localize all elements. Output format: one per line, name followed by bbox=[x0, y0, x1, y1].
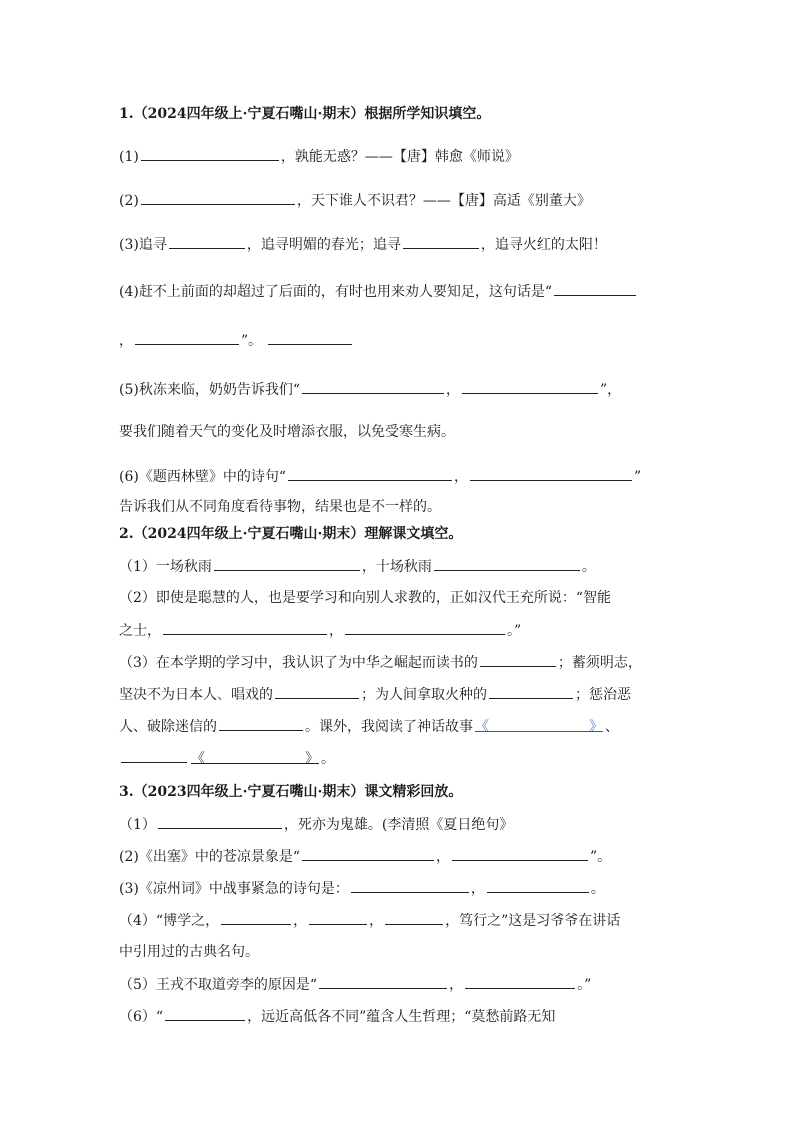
q3-blank-6a[interactable] bbox=[165, 1006, 245, 1021]
q2-item3-text-c: 坚决不为日本人 bbox=[119, 687, 217, 703]
q3-line-1 bbox=[119, 814, 513, 835]
q2-item1-text-c: 。 bbox=[581, 559, 596, 575]
q2-book-open-2: 《 bbox=[191, 751, 205, 767]
q2-item1-text-b: ，十场秋雨 bbox=[361, 559, 432, 575]
q2-line-6 bbox=[119, 716, 619, 737]
q3-item6-text-a: （6）“ bbox=[119, 1009, 164, 1025]
q1-blank-5a[interactable] bbox=[302, 379, 444, 394]
q3-line-6 bbox=[119, 974, 591, 995]
q1-item2-text: ，天下谁人不识君？——【唐】高适《别董大》 bbox=[296, 193, 591, 209]
q3-line-7 bbox=[119, 1006, 555, 1027]
q3-blank-2a[interactable] bbox=[302, 846, 434, 861]
q3-item5-text-b: ， bbox=[449, 977, 464, 993]
q1-line-2 bbox=[119, 190, 591, 211]
q1-line-8 bbox=[119, 466, 641, 487]
q1-item6-text-b: ， bbox=[454, 469, 468, 485]
q1-item6-text-c: ” bbox=[634, 469, 642, 485]
q3-item1-text: ，死亦为鬼雄。(李清照《夏日绝句》 bbox=[283, 817, 514, 833]
q2-blank-2a[interactable] bbox=[163, 620, 327, 635]
q1-blank-4c[interactable] bbox=[268, 330, 352, 345]
q1-blank-2[interactable] bbox=[141, 190, 295, 205]
q1-line-6 bbox=[119, 379, 621, 400]
q1-item3-text-c: ，追寻火红的太阳！ bbox=[480, 237, 607, 253]
q3-item4-text-c: ， bbox=[369, 913, 384, 929]
q3-line-3 bbox=[119, 878, 605, 899]
q2-blank-3c[interactable] bbox=[489, 684, 573, 699]
q1-blank-3b[interactable] bbox=[403, 234, 479, 249]
q3-blank-4c[interactable] bbox=[385, 910, 443, 925]
q2-line-5 bbox=[119, 684, 631, 705]
q3-item2-text-c: ”。 bbox=[590, 849, 612, 865]
q3-item2-text-b: ， bbox=[436, 849, 450, 865]
q3-item1-prefix: （1） bbox=[119, 817, 156, 833]
q2-item3-end: 。 bbox=[321, 751, 335, 767]
q3-line-4 bbox=[119, 910, 620, 931]
q1-item2-prefix: (2) bbox=[119, 193, 139, 209]
q2-item3-dot: 、 bbox=[217, 687, 231, 703]
q1-item1-prefix: (1) bbox=[119, 149, 139, 165]
q2-item3-text-d: 唱戏的 bbox=[231, 687, 273, 703]
q2-blank-3b[interactable] bbox=[275, 684, 359, 699]
q1-line-1 bbox=[119, 146, 519, 167]
q1-blank-3a[interactable] bbox=[169, 234, 245, 249]
q1-item5-text-b: ， bbox=[446, 382, 460, 398]
q2-line-2: （2）即使是聪慧的人，也是要学习和向别人求教的，正如汉代王充所说：“智能 bbox=[119, 590, 612, 606]
q2-blank-3g[interactable] bbox=[191, 749, 319, 767]
q2-item3-text-g: 人、破除迷信的 bbox=[119, 719, 217, 735]
q3-item3-text-b: ， bbox=[470, 881, 485, 897]
q2-line-7 bbox=[119, 748, 335, 769]
q3-item4-text-b: ， bbox=[293, 913, 308, 929]
q1-item4-text: (4)赶不上前面的却超过了后面的，有时也用来劝人要知足，这句话是“ bbox=[119, 284, 552, 300]
q1-item1-text: ，孰能无惑？——【唐】韩愈《师说》 bbox=[280, 149, 519, 165]
q3-item3-text-a: (3)《凉州词》中战事紧急的诗句是： bbox=[119, 881, 349, 897]
q1-item5-text-c: ”， bbox=[600, 382, 622, 398]
q3-blank-4b[interactable] bbox=[309, 910, 367, 925]
q2-item3-text-b: ；蓄须明志， bbox=[557, 655, 642, 671]
q2-item3-text-a: （3）在本学期的学习中，我认识了为中华之崛起而读书的 bbox=[119, 655, 478, 671]
q3-line-5: 中引用过的古典名句。 bbox=[119, 944, 259, 960]
q1-blank-4a[interactable] bbox=[554, 281, 636, 296]
q1-line-9: 告诉我们从不同角度看待事物，结果也是不一样的。 bbox=[119, 499, 441, 515]
q3-blank-3a[interactable] bbox=[351, 878, 469, 893]
q2-blank-1a[interactable] bbox=[214, 556, 360, 571]
q1-item3-text-b: ，追寻明媚的春光；追寻 bbox=[246, 237, 401, 253]
q1-blank-6b[interactable] bbox=[470, 466, 632, 481]
q2-book-close-1: 》 bbox=[589, 719, 603, 735]
q3-item4-text-a: （4）“博学之， bbox=[119, 913, 220, 929]
q2-item3-text-f: ；惩治恶 bbox=[575, 687, 631, 703]
q3-blank-5a[interactable] bbox=[319, 974, 447, 989]
q2-blank-3f[interactable] bbox=[121, 748, 187, 763]
q3-blank-4a[interactable] bbox=[221, 910, 291, 925]
q3-item4-text-d: ，笃行之”这是习爷爷在讲话 bbox=[445, 913, 621, 929]
q1-blank-4b[interactable] bbox=[135, 330, 239, 345]
q2-line-1 bbox=[119, 556, 596, 577]
q1-item5-text-a: (5)秋冻来临，奶奶告诉我们“ bbox=[119, 382, 300, 398]
q3-item5-text-a: （5）王戎不取道旁李的原因是“ bbox=[119, 977, 318, 993]
q2-item2-text-b: ， bbox=[329, 623, 343, 639]
q2-book-open-1: 《 bbox=[475, 719, 489, 735]
q2-item3-text-h: 。课外，我阅读了神话故事 bbox=[305, 719, 473, 735]
q2-blank-3e[interactable] bbox=[475, 717, 603, 735]
q1-item6-text-a: (6)《题西林壁》中的诗句“ bbox=[119, 469, 286, 485]
q2-blank-1b[interactable] bbox=[434, 556, 580, 571]
q2-blank-3a[interactable] bbox=[480, 652, 556, 667]
q3-blank-3b[interactable] bbox=[487, 878, 589, 893]
q2-item1-text-a: （1）一场秋雨 bbox=[119, 559, 212, 575]
q1-line-3 bbox=[119, 234, 607, 255]
q1-item4-comma: ， bbox=[119, 333, 133, 349]
q1-line-4 bbox=[119, 281, 638, 302]
q2-item2-text-c: 。” bbox=[507, 623, 522, 639]
q1-blank-6a[interactable] bbox=[288, 466, 452, 481]
q2-book-close-2: 》 bbox=[305, 751, 319, 767]
q1-item3-text-a: (3)追寻 bbox=[119, 237, 167, 253]
q2-line-4 bbox=[119, 652, 642, 673]
q3-title: 3.（2023四年级上·宁夏石嘴山·期末）课文精彩回放。 bbox=[119, 784, 463, 800]
q1-blank-1[interactable] bbox=[141, 146, 279, 161]
q3-item5-text-c: 。” bbox=[577, 977, 592, 993]
q3-item3-text-c: 。 bbox=[590, 881, 605, 897]
q3-item6-text-b: ，远近高低各不同”蕴含人生哲理；“莫愁前路无知 bbox=[247, 1009, 556, 1025]
q3-blank-2b[interactable] bbox=[452, 846, 588, 861]
q1-line-5 bbox=[119, 330, 354, 351]
q2-item2-text-a: 之士， bbox=[119, 623, 161, 639]
q3-line-2 bbox=[119, 846, 611, 867]
q2-item3-comma: 、 bbox=[605, 719, 619, 735]
q1-title: 1.（2024四年级上·宁夏石嘴山·期末）根据所学知识填空。 bbox=[119, 106, 491, 122]
q2-line-3 bbox=[119, 620, 521, 641]
q2-item3-text-e: ；为人间拿取火种的 bbox=[361, 687, 487, 703]
q2-blank-2b[interactable] bbox=[345, 620, 505, 635]
q3-blank-5b[interactable] bbox=[465, 974, 575, 989]
q3-blank-1[interactable] bbox=[158, 814, 282, 829]
q1-item4-close: ”。 bbox=[241, 333, 263, 349]
q2-blank-3d[interactable] bbox=[219, 716, 303, 731]
q2-title: 2.（2024四年级上·宁夏石嘴山·期末）理解课文填空。 bbox=[119, 526, 463, 542]
q1-blank-5b[interactable] bbox=[462, 379, 598, 394]
q1-line-7: 要我们随着天气的变化及时增添衣服，以免受寒生病。 bbox=[119, 424, 455, 440]
q3-item2-text-a: (2)《出塞》中的苍凉景象是“ bbox=[119, 849, 300, 865]
